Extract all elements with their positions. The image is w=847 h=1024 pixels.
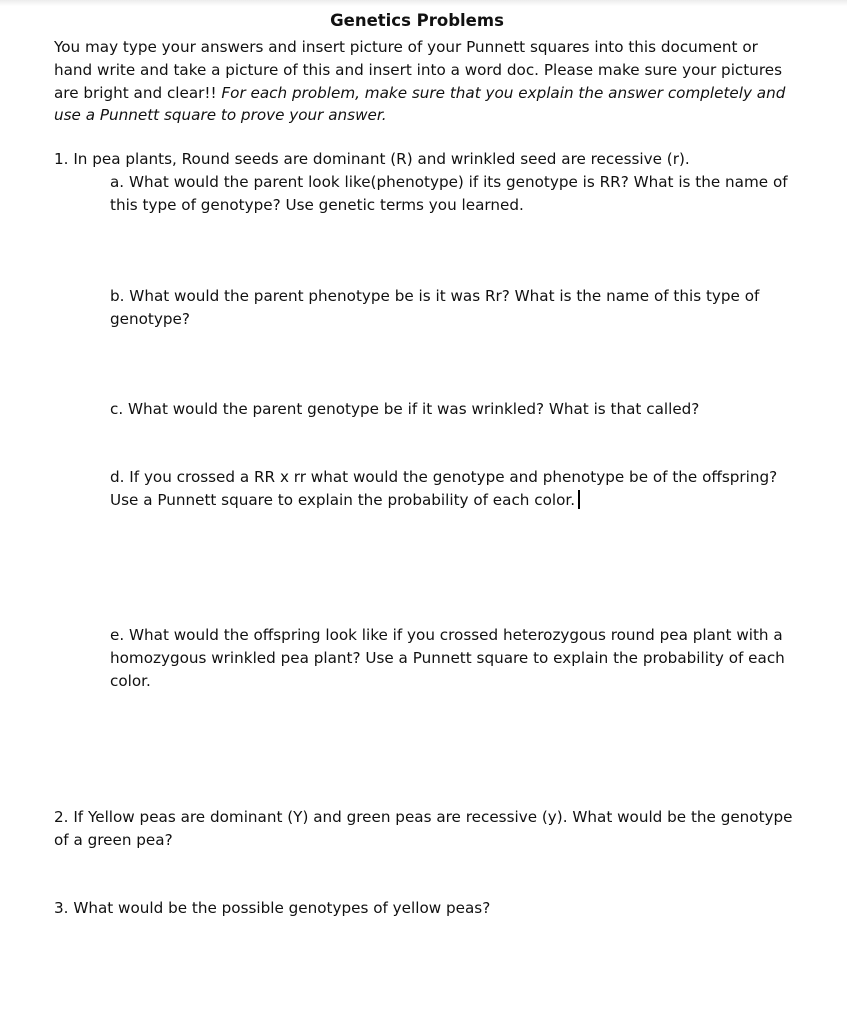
question-3[interactable]: 3. What would be the possible genotypes of yellow peas? <box>54 899 491 917</box>
question-1c[interactable]: c. What would the parent genotype be if it was wrinkled? What is that called? <box>110 400 700 418</box>
instructions-text: You may type your answers and insert picture of your Punnett squares into this document or hand write and take a picture of this and insert into a word doc. Please make sure your pictures are bright and clear!! <box>54 38 783 102</box>
question-1a[interactable]: a. What would the parent look like(phenotype) if its genotype is RR? What is the name of this type of genotype? Use genetic terms you learned. <box>110 173 788 214</box>
page-top-shadow <box>0 0 847 6</box>
question-1e[interactable]: e. What would the offspring look like if you crossed heterozygous round pea plant with a homozygous wrinkled pea plant? Use a Punnett square to explain the probability of each color. <box>110 626 785 690</box>
question-2[interactable]: 2. If Yellow peas are dominant (Y) and green peas are recessive (y). What would be the genotype of a green pea? <box>54 808 793 849</box>
question-1[interactable]: 1. In pea plants, Round seeds are dominant (R) and wrinkled seed are recessive (r). <box>54 150 690 168</box>
instructions-paragraph[interactable] <box>54 36 794 127</box>
question-1b[interactable]: b. What would the parent phenotype be is it was Rr? What is the name of this type of genotype? <box>110 287 760 328</box>
instructions-italic-text: For each problem, make sure that you explain the answer completely and use a Punnett square to prove your answer. <box>54 83 786 125</box>
question-1d[interactable] <box>110 466 800 512</box>
text-cursor <box>578 490 580 509</box>
question-1d-text: d. If you crossed a RR x rr what would the genotype and phenotype be of the offspring? Use a Punnett square to explain the probability of each color. <box>110 468 778 509</box>
document-title: Genetics Problems <box>330 11 504 30</box>
